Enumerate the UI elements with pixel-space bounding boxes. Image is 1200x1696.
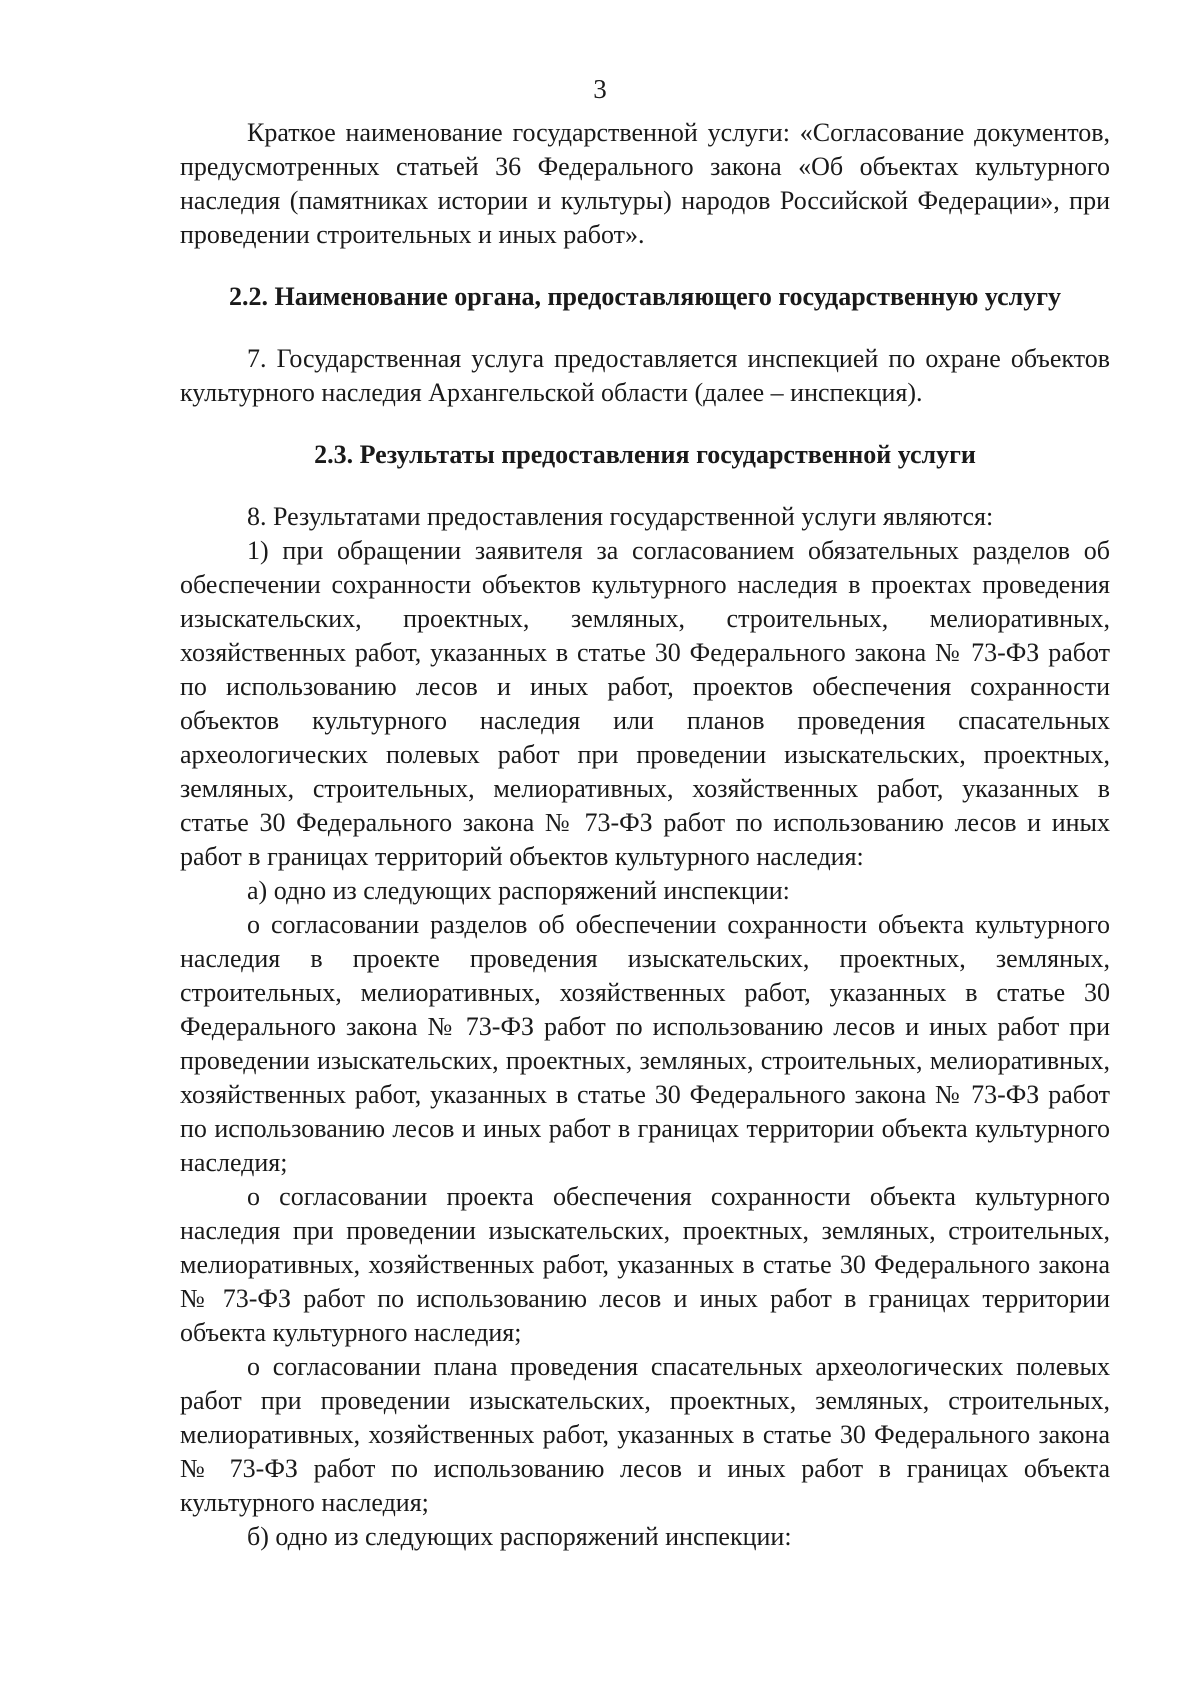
paragraph-subitem-a-2: о согласовании проекта обеспечения сохранности объекта культурного наследия при проведении изыскательских, проектных, земляных, строительных, мелиоративных, хозяйственных работ, указанных в статье 30 Федерального закона № 73-ФЗ работ по использованию лесов и иных работ в границах территории объекта культурного наследия; — [180, 1182, 1110, 1347]
paragraph-short-name: Краткое наименование государственной услуги: «Согласование документов, предусмотренных статьей 36 Федерального закона «Об объектах культурного наследия (памятниках истории и культуры) народов Российской Федерации», при проведении строительных и иных работ». — [180, 118, 1110, 249]
paragraph-subitem-a: а) одно из следующих распоряжений инспекции: — [247, 876, 790, 905]
page-number: 3 — [593, 74, 607, 104]
paragraph-8: 8. Результатами предоставления государственной услуги являются: — [247, 502, 994, 531]
paragraph-8-item-1: 1) при обращении заявителя за согласованием обязательных разделов об обеспечении сохранности объектов культурного наследия в проектах проведения изыскательских, проектных, земляных, строительных, мелиоративных, хозяйственных работ, указанных в статье 30 Федерального закона № 73-ФЗ работ по использованию лесов и иных работ, проектов обеспечения сохранности объектов культурного наследия или планов проведения спасательных археологических полевых работ при проведении изыскательских, проектных, земляных, строительных, мелиоративных, хозяйственных работ, указанных в статье 30 Федерального закона № 73-ФЗ работ по использованию лесов и иных работ в границах территорий объектов культурного наследия: — [180, 536, 1110, 871]
paragraph-subitem-a-1: о согласовании разделов об обеспечении сохранности объекта культурного наследия в проекте проведения изыскательских, проектных, земляных, строительных, мелиоративных, хозяйственных работ, указанных в статье 30 Федерального закона № 73-ФЗ работ по использованию лесов и иных работ при проведении изыскательских, проектных, земляных, строительных, мелиоративных, хозяйственных работ, указанных в статье 30 Федерального закона № 73-ФЗ работ по использованию лесов и иных работ в границах территории объекта культурного наследия; — [180, 910, 1110, 1177]
section-heading-2-2: 2.2. Наименование органа, предоставляющего государственную услугу — [228, 282, 1062, 311]
paragraph-subitem-b: б) одно из следующих распоряжений инспекции: — [247, 1522, 792, 1551]
paragraph-7: 7. Государственная услуга предоставляется инспекцией по охране объектов культурного наследия Архангельской области (далее – инспекция). — [180, 344, 1110, 407]
section-heading-2-3: 2.3. Результаты предоставления государственной услуги — [314, 440, 976, 469]
paragraph-subitem-a-3: о согласовании плана проведения спасательных археологических полевых работ при проведении изыскательских, проектных, земляных, строительных, мелиоративных, хозяйственных работ, указанных в статье 30 Федерального закона № 73-ФЗ работ по использованию лесов и иных работ в границах объекта культурного наследия; — [180, 1352, 1110, 1517]
document-body — [180, 116, 1110, 1554]
